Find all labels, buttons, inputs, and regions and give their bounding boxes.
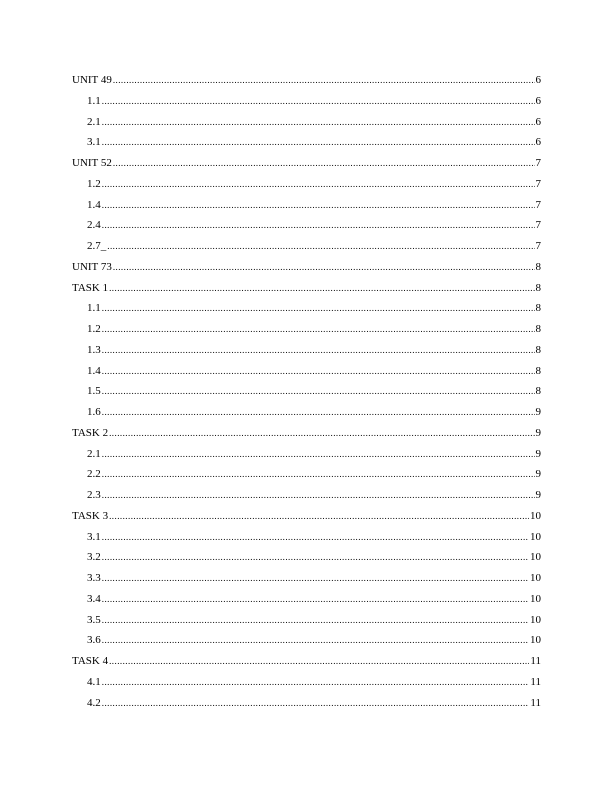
toc-dot-leader [102, 342, 535, 353]
toc-entry-label: 2.4 [87, 219, 101, 232]
toc-entry-page-number: 11 [530, 655, 541, 667]
toc-entry-page-number: 9 [535, 426, 541, 439]
toc-entry-page-number: 9 [535, 406, 541, 418]
toc-entry-page-number: 11 [530, 675, 541, 688]
toc-entry-label: TASK 1 [72, 281, 109, 294]
toc-entry[interactable] [72, 195, 541, 216]
toc-entry-page-number: 7 [535, 198, 541, 211]
toc-dot-leader [102, 591, 529, 602]
toc-dot-leader [102, 570, 529, 581]
toc-entry-page-number: 8 [535, 302, 541, 315]
toc-entry-label: 2.1 [87, 115, 101, 128]
toc-entry[interactable] [72, 568, 541, 589]
toc-entry-label: 1.1 [87, 302, 101, 315]
toc-entry[interactable] [72, 278, 541, 299]
toc-entry-page-number: 8 [535, 364, 541, 377]
toc-entry-label: 3.3 [87, 572, 101, 584]
toc-entry-page-number: 8 [535, 323, 541, 335]
toc-entry[interactable] [72, 132, 541, 153]
toc-dot-leader [102, 632, 529, 643]
toc-dot-leader [109, 508, 529, 519]
toc-entry[interactable] [72, 70, 541, 91]
toc-dot-leader [109, 653, 529, 664]
toc-entry[interactable] [72, 485, 541, 506]
toc-entry[interactable] [72, 630, 541, 651]
toc-entry-label: 2.2 [87, 468, 101, 481]
toc-dot-leader [113, 259, 535, 270]
toc-entry-label: 3.2 [87, 551, 101, 564]
toc-dot-leader [102, 466, 535, 477]
toc-entry[interactable] [72, 381, 541, 402]
toc-entry[interactable] [72, 506, 541, 527]
toc-entry-page-number: 9 [535, 447, 541, 460]
toc-entry-page-number: 10 [530, 592, 541, 605]
toc-dot-leader [102, 300, 535, 311]
toc-entry-label: 3.4 [87, 592, 101, 605]
toc-entry-label: 2.1 [87, 447, 101, 460]
toc-entry-page-number: 6 [535, 74, 541, 86]
toc-dot-leader [102, 446, 535, 457]
toc-dot-leader [102, 134, 535, 145]
toc-entry-label: 3.1 [87, 136, 101, 149]
toc-entry[interactable] [72, 298, 541, 319]
toc-entry-page-number: 10 [530, 634, 541, 647]
toc-entry-page-number: 10 [530, 530, 541, 543]
toc-entry[interactable] [72, 215, 541, 236]
toc-dot-leader [102, 529, 529, 540]
toc-entry-page-number: 8 [535, 343, 541, 356]
toc-entry-label: 1.6 [87, 406, 101, 418]
toc-dot-leader [102, 695, 530, 706]
toc-dot-leader [109, 280, 534, 291]
toc-entry-page-number: 10 [530, 509, 541, 522]
toc-entry-page-number: 7 [535, 177, 541, 190]
toc-dot-leader [102, 197, 535, 208]
toc-entry[interactable] [72, 402, 541, 423]
toc-entry-page-number: 8 [535, 260, 541, 273]
toc-dot-leader [102, 93, 535, 104]
toc-entry-label: 1.1 [87, 94, 101, 107]
toc-entry[interactable] [72, 112, 541, 133]
toc-entry-label: 1.5 [87, 385, 101, 398]
toc-entry-label: UNIT 49 [72, 74, 112, 86]
toc-entry-page-number: 8 [535, 281, 541, 294]
toc-entry[interactable] [72, 153, 541, 174]
toc-entry[interactable] [72, 527, 541, 548]
toc-entry-label: UNIT 52 [72, 157, 112, 169]
toc-entry[interactable] [72, 651, 541, 672]
toc-entry-page-number: 10 [530, 613, 541, 626]
toc-dot-leader [102, 176, 535, 187]
toc-dot-leader [102, 549, 529, 560]
toc-entry-label: 1.2 [87, 323, 101, 335]
toc-entry[interactable] [72, 464, 541, 485]
toc-entry[interactable] [72, 693, 541, 714]
toc-entry-label: 1.4 [87, 198, 101, 211]
toc-entry-label: 4.1 [87, 675, 101, 688]
toc-entry-label: 3.1 [87, 530, 101, 543]
toc-entry-page-number: 6 [535, 115, 541, 128]
toc-dot-leader [102, 114, 535, 125]
toc-entry-label: 1.4 [87, 364, 101, 377]
toc-entry-label: TASK 4 [72, 655, 109, 667]
toc-entry[interactable] [72, 319, 541, 340]
toc-entry-label: TASK 3 [72, 509, 109, 522]
toc-dot-leader [102, 612, 529, 623]
toc-entry[interactable] [72, 236, 541, 257]
toc-entry-label: 1.2 [87, 177, 101, 190]
toc-dot-leader [113, 72, 535, 83]
toc-entry[interactable] [72, 589, 541, 610]
toc-entry-page-number: 9 [535, 489, 541, 501]
toc-entry-label: 3.5 [87, 613, 101, 626]
toc-entry[interactable] [72, 361, 541, 382]
toc-entry[interactable] [72, 672, 541, 693]
toc-entry[interactable] [72, 547, 541, 568]
toc-entry[interactable] [72, 91, 541, 112]
toc-entry-page-number: 7 [535, 240, 541, 252]
toc-dot-leader [109, 425, 534, 436]
toc-entry[interactable] [72, 610, 541, 631]
toc-dot-leader [102, 217, 535, 228]
toc-entry-label: UNIT 73 [72, 260, 112, 273]
toc-dot-leader [102, 674, 530, 685]
toc-dot-leader [102, 404, 535, 415]
toc-entry-page-number: 7 [535, 157, 541, 169]
toc-entry[interactable] [72, 340, 541, 361]
toc-entry-page-number: 7 [535, 219, 541, 232]
toc-dot-leader [102, 383, 535, 394]
toc-entry-page-number: 11 [530, 696, 541, 709]
toc-dot-leader [102, 321, 535, 332]
toc-entry[interactable] [72, 257, 541, 278]
toc-entry-label: 4.2 [87, 696, 101, 709]
toc-entry-label: 1.3 [87, 343, 101, 356]
table-of-contents [72, 70, 541, 713]
toc-entry-page-number: 10 [530, 572, 541, 584]
toc-entry-page-number: 6 [535, 94, 541, 107]
toc-entry-page-number: 6 [535, 136, 541, 149]
toc-entry-page-number: 9 [535, 468, 541, 481]
toc-dot-leader [107, 238, 534, 249]
toc-entry[interactable] [72, 174, 541, 195]
toc-entry[interactable] [72, 444, 541, 465]
toc-entry-page-number: 10 [530, 551, 541, 564]
toc-entry-page-number: 8 [535, 385, 541, 398]
toc-entry[interactable] [72, 423, 541, 444]
toc-entry-label: TASK 2 [72, 426, 109, 439]
toc-dot-leader [113, 155, 535, 166]
toc-entry-label: 3.6 [87, 634, 101, 647]
toc-entry-label: 2.3 [87, 489, 101, 501]
toc-dot-leader [102, 487, 535, 498]
toc-entry-label: 2.7_ [87, 240, 107, 252]
toc-dot-leader [102, 363, 535, 374]
